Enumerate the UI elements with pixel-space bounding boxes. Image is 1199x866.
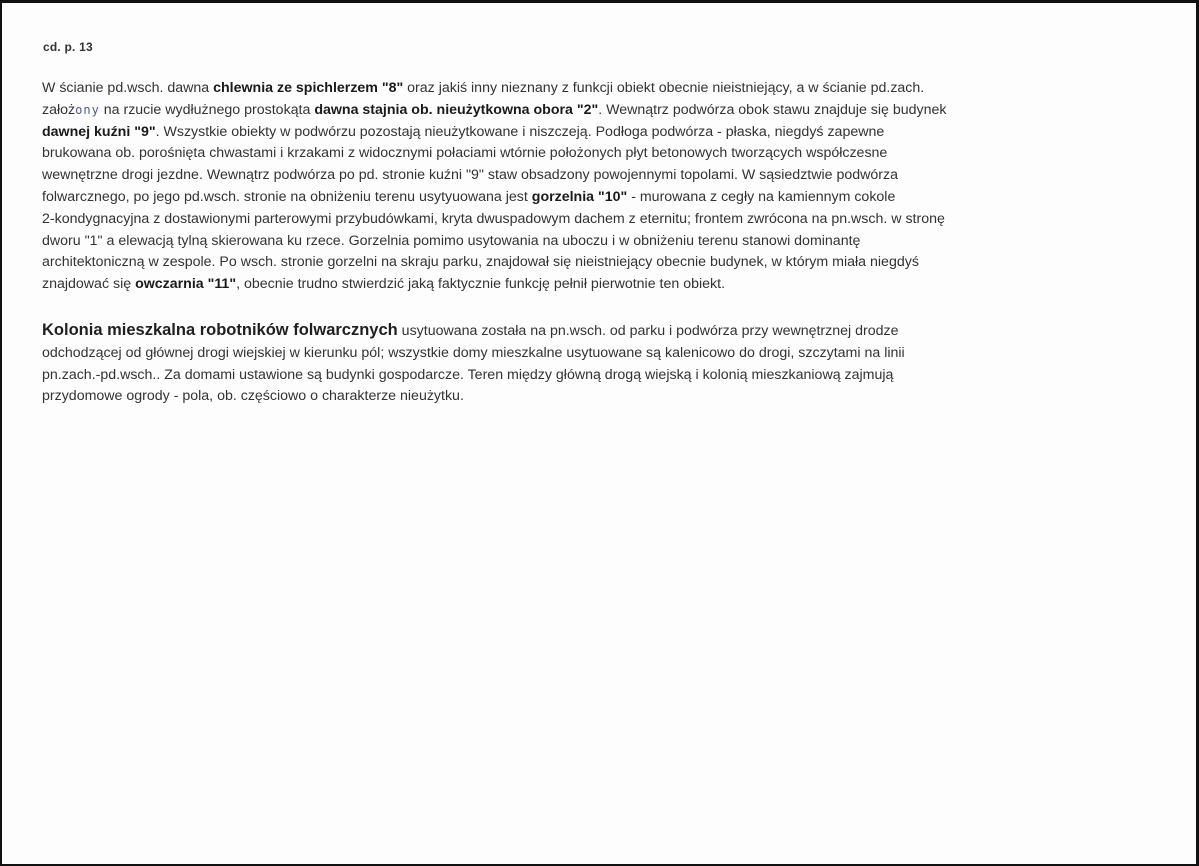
body-text: założ bbox=[42, 101, 76, 118]
text-line bbox=[42, 209, 1137, 231]
body-text: folwarcznego, po jego pd.wsch. stronie na obniżeniu terenu usytyuowana jest bbox=[42, 188, 532, 205]
body-text: - murowana z cegły na kamiennym cokole bbox=[627, 188, 896, 205]
body-text: przydomowe ogrody - pola, ob. częściowo o charakterze nieużytku. bbox=[42, 388, 464, 405]
body-text: W ścianie pd.wsch. dawna bbox=[42, 80, 214, 96]
body-text: . Wszystkie obiekty w podwórzu pozostają nieużytkowane i niszczeją. Podłoga podwórza - płaska, niegdyś zapewne bbox=[155, 123, 885, 140]
scan-border-top bbox=[0, 0, 1199, 3]
body-text: dworu "1" a elewacją tylną skierowana ku rzece. Gorzelnia pomimo usytowania na uboczu i w obniżeniu terenu stanowi dominantę bbox=[42, 232, 861, 249]
body-text: znajdować się bbox=[42, 276, 136, 293]
handwritten-correction: ony bbox=[75, 102, 100, 117]
bold-building-name: chlewnia ze spichlerzem "8" bbox=[213, 80, 404, 96]
body-text: pn.zach.-pd.wsch.. Za domami ustawione są budynki gospodarcze. Teren między główną drogą wiejską i kolonią mieszkaniową zajmują bbox=[42, 366, 894, 383]
text-line bbox=[42, 365, 1137, 387]
body-text: usytuowana została na pn.wsch. od parku i podwórza przy wewnętrznej drodze bbox=[397, 323, 899, 339]
body-text: odchodzącej od głównej drogi wiejskiej w kierunku pól; wszystkie domy mieszkalne usytuowane są kalenicowo do drogi, szczytami na linii bbox=[42, 344, 905, 361]
body-text: architektoniczną w zespole. Po wsch. stronie gorzelni na skraju parku, znajdował się nieistniejący obecnie budynek, w którym miała niegdyś bbox=[42, 254, 919, 271]
body-text: brukowana ob. porośnięta chwastami i krzakami z widocznymi połaciami wtórnie położonych płyt betonowych tworzących współczesne bbox=[42, 145, 888, 162]
body-text: . Wewnątrz podwórza obok stawu znajduje się budynek bbox=[598, 101, 947, 118]
text-line bbox=[42, 343, 1137, 365]
body-text: na rzucie wydłużnego prostokąta bbox=[99, 101, 315, 118]
text-line bbox=[42, 100, 1137, 122]
bold-building-name: gorzelnia "10" bbox=[531, 188, 628, 205]
text-line bbox=[42, 386, 1137, 408]
text-line bbox=[42, 165, 1137, 187]
paragraph-farmyard bbox=[42, 78, 1137, 296]
text-line bbox=[42, 143, 1137, 165]
text-line bbox=[42, 78, 1137, 100]
body-text: 2-kondygnacyjna z dostawionymi parterowymi przybudówkami, kryta dwuspadowym dachem z eternitu; frontem zwrócona na pn.wsch. w stronę bbox=[42, 210, 945, 227]
section-heading: Kolonia mieszkalna robotników folwarcznych bbox=[42, 321, 398, 339]
page-continuation-label: cd. p. 13 bbox=[43, 40, 93, 54]
paragraph-workers-colony bbox=[42, 320, 1137, 408]
body-text: wewnętrzne drogi jezdne. Wewnątrz podwórza po pd. stronie kuźni "9" staw obsadzony powojennymi topolami. W sąsiedztwie podwórza bbox=[42, 167, 898, 184]
scan-border-left bbox=[0, 0, 2, 866]
bold-building-name: dawnej kuźni "9" bbox=[42, 123, 156, 140]
body-text: oraz jakiś inny nieznany z funkcji obiekt obecnie nieistniejący, a w ścianie pd.zach. bbox=[403, 80, 925, 96]
text-line bbox=[42, 274, 1137, 296]
bold-building-name: dawna stajnia ob. nieużytkowna obora "2" bbox=[314, 101, 599, 118]
bold-building-name: owczarnia "11" bbox=[135, 276, 237, 293]
text-line bbox=[42, 320, 1137, 343]
body-text: , obecnie trudno stwierdzić jaką faktycznie funkcję pełnił pierwotnie ten obiekt. bbox=[236, 276, 726, 293]
text-line bbox=[42, 231, 1137, 253]
text-line bbox=[42, 122, 1137, 144]
text-line bbox=[42, 252, 1137, 274]
text-line bbox=[42, 187, 1137, 209]
